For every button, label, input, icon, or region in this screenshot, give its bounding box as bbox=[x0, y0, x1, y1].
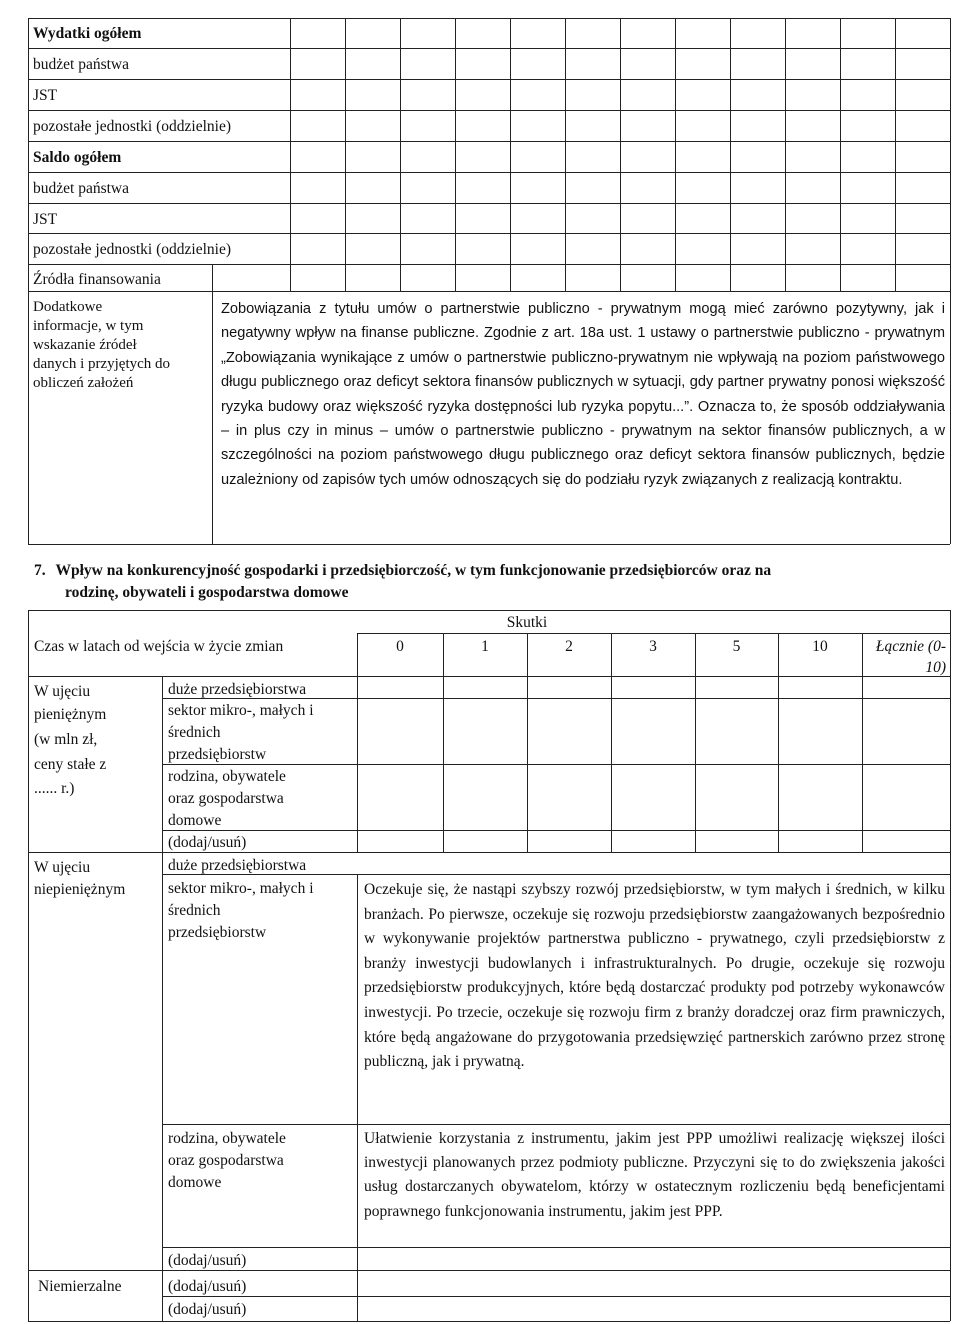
row-label-state-budget-2: budżet państwa bbox=[33, 180, 129, 197]
additional-label-line: danych i przyjętych do bbox=[33, 356, 171, 372]
monetary-label-line: pieniężnym bbox=[34, 706, 107, 723]
year-3: 3 bbox=[649, 638, 657, 655]
section-title-line2: rodzinę, obywateli i gospodarstwa domowe bbox=[65, 584, 349, 601]
skutki-header: Skutki bbox=[506, 614, 548, 631]
family-effect-text: Ułatwienie korzystania z instrumentu, jakim jest PPP umożliwi realizację większej ilości inwestycji planowanych przez podmioty publiczne. Przyczyni się to do zwiększenia jakości usług dostarczanych obywatelom, którzy w ostatecznym rozliczeniu będą beneficjentami poprawnego funkcjonowania instrumentu, jakim jest PPP. bbox=[364, 1130, 945, 1220]
monetary-label-line: (w mln zł, bbox=[34, 731, 98, 748]
nonmonetary-large-enterprises: duże przedsiębiorstwa bbox=[168, 857, 307, 874]
monetary-add-remove[interactable]: (dodaj/usuń) bbox=[168, 834, 247, 851]
additional-label-line: wskazanie źródeł bbox=[33, 337, 137, 353]
year-1: 1 bbox=[481, 638, 489, 655]
monetary-family-line3: domowe bbox=[168, 812, 222, 829]
row-label-funding-sources: Źródła finansowania bbox=[33, 271, 161, 288]
nonmonetary-sme-line2: średnich bbox=[168, 902, 221, 919]
nonmonetary-label-line: niepieniężnym bbox=[34, 881, 126, 898]
section-title-line1: Wpływ na konkurencyjność gospodarki i przedsiębiorczość, w tym funkcjonowanie przedsiębiorców oraz na bbox=[55, 562, 772, 579]
monetary-label-line: W ujęciu bbox=[34, 683, 91, 700]
additional-label-line: Dodatkowe bbox=[33, 299, 103, 315]
year-2: 2 bbox=[565, 638, 573, 655]
unmeasurable-add-remove[interactable]: (dodaj/usuń) bbox=[168, 1301, 247, 1318]
additional-info-text: Zobowiązania z tytułu umów o partnerstwie publiczno - prywatnym mogą mieć zarówno pozytywny, jak i negatywny wpływ na finanse publiczne. Zgodnie z art. 18a ust. 1 ustawy o partnerstwie publiczno - prywatnym „Zobowiązania wynikające z umów o partnerstwie publiczno-prywatnym nie wpływają na poziom państwowego długu publicznego oraz deficyt sektora finansów publicznych w sytuacji, gdy partner prywatny ponosi większość ryzyka budowy oraz większość ryzyka dostępności lub ryzyka popytu...”. Oznacza to, że sposób oddziaływania – in plus czy in minus – umów o partnerstwie publiczno - prywatnym na sektor finansów publicznych, a w szczególności na poziom państwowego długu publicznego oraz deficyt sektora finansów publicznych, będzie uzależniony od zapisów tych umów odnoszących się do podziału ryzyk związanych z realizacją kontraktu. bbox=[221, 301, 945, 488]
monetary-sme-line1: sektor mikro-, małych i bbox=[168, 702, 314, 719]
row-label-state-budget: budżet państwa bbox=[33, 56, 129, 73]
monetary-sme-line3: przedsiębiorstw bbox=[168, 746, 267, 763]
nonmonetary-family-line1: rodzina, obywatele bbox=[168, 1130, 286, 1147]
monetary-family-line1: rodzina, obywatele bbox=[168, 768, 286, 785]
monetary-label-line: ...... r.) bbox=[34, 780, 75, 797]
unmeasurable-add-remove[interactable]: (dodaj/usuń) bbox=[168, 1278, 247, 1295]
nonmonetary-family-line3: domowe bbox=[168, 1174, 222, 1191]
row-label-balance-total: Saldo ogółem bbox=[33, 149, 122, 166]
sme-effect-text: Oczekuje się, że nastąpi szybszy rozwój przedsiębiorstw, w tym małych i średnich, w kilku branżach. Po pierwsze, oczekuje się rozwoju przedsiębiorstw zaangażowanych bezpośrednio w wykonywanie projektów partnerstwa publiczno - prywatnego, czyli przedsiębiorstw z branży inwestycji budowlanych i infrastrukturalnych. Po drugie, oczekuje się rozwoju przedsiębiorstw produkcyjnych, które będą dostarczać produkty pod potrzeby wykonawców inwestycji. Po trzecie, oczekuje się rozwoju firm z branży doradczej oraz firm prawniczych, które będą angażowane do przygotowania przedsięwzięć partnerskich zarówno przez stronę publiczną, jak i prywatną. bbox=[364, 881, 945, 1071]
additional-label-line: informacje, w tym bbox=[33, 318, 144, 334]
time-label: Czas w latach od wejścia w życie zmian bbox=[34, 638, 284, 655]
monetary-large-enterprises: duże przedsiębiorstwa bbox=[168, 681, 307, 698]
year-5: 5 bbox=[732, 638, 741, 655]
monetary-label-line: ceny stałe z bbox=[34, 756, 107, 773]
year-0: 0 bbox=[396, 638, 404, 655]
nonmonetary-add-remove[interactable]: (dodaj/usuń) bbox=[168, 1252, 247, 1269]
nonmonetary-label-line: W ujęciu bbox=[34, 859, 91, 876]
row-label-expenditure-total: Wydatki ogółem bbox=[33, 25, 142, 42]
section-number: 7. bbox=[34, 562, 46, 579]
total-label: Łącznie (0-10) bbox=[875, 638, 946, 676]
additional-label-line: obliczeń założeń bbox=[33, 375, 134, 391]
nonmonetary-sme-line3: przedsiębiorstw bbox=[168, 924, 267, 941]
monetary-family-line2: oraz gospodarstwa bbox=[168, 790, 284, 807]
nonmonetary-family-line2: oraz gospodarstwa bbox=[168, 1152, 284, 1169]
row-label-other-units-2: pozostałe jednostki (oddzielnie) bbox=[33, 241, 231, 258]
row-label-jst-2: JST bbox=[33, 211, 58, 228]
row-label-jst: JST bbox=[33, 87, 58, 104]
year-10: 10 bbox=[812, 638, 828, 655]
nonmonetary-sme-line1: sektor mikro-, małych i bbox=[168, 880, 314, 897]
unmeasurable-label: Niemierzalne bbox=[38, 1278, 122, 1295]
row-label-other-units: pozostałe jednostki (oddzielnie) bbox=[33, 118, 231, 135]
monetary-sme-line2: średnich bbox=[168, 724, 221, 741]
